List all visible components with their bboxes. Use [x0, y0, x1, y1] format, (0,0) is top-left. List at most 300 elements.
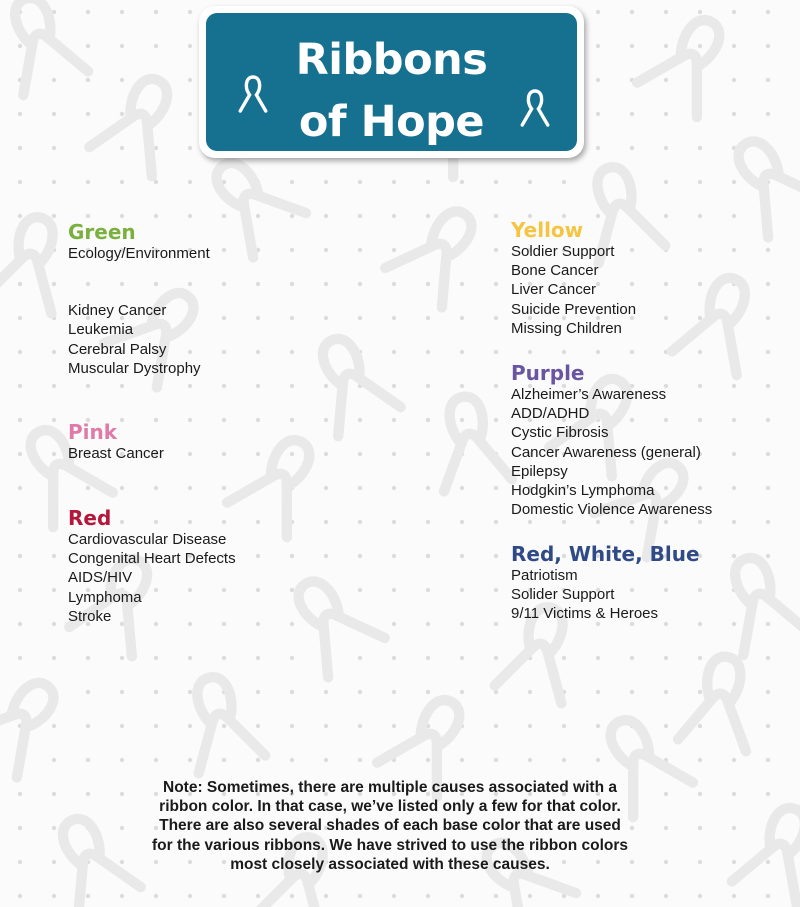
pattern-dot [460, 554, 464, 558]
pattern-dot [324, 690, 328, 694]
pattern-dot [52, 656, 56, 660]
pattern-dot [120, 146, 124, 150]
list-item: 9/11 Victims & Heroes [511, 605, 659, 623]
pattern-dot [460, 350, 464, 354]
pattern-dot [392, 214, 396, 218]
list-item: Ecology/Environment [68, 245, 210, 262]
pattern-dot [596, 10, 600, 14]
pattern-dot [426, 520, 430, 524]
pattern-dot [324, 758, 328, 762]
list-item: Cerebral Palsy [68, 340, 167, 358]
pattern-dot [358, 656, 362, 660]
pattern-dot [52, 146, 56, 150]
pattern-dot [494, 520, 498, 524]
list-item: Missing Children [511, 319, 622, 337]
pattern-dot [766, 78, 770, 82]
pattern-dot [86, 894, 90, 898]
pattern-dot [494, 554, 498, 558]
pattern-dot [732, 758, 736, 762]
pattern-dot [358, 486, 362, 490]
pattern-dot [698, 180, 702, 184]
pattern-dot [698, 146, 702, 150]
pattern-dot [494, 622, 498, 626]
pattern-dot [52, 384, 56, 388]
pattern-dot [154, 724, 158, 728]
pattern-dot [426, 452, 430, 456]
pattern-dot [120, 486, 124, 490]
pattern-dot [256, 690, 260, 694]
pattern-dot [86, 690, 90, 694]
heading-pink: Pink [68, 420, 118, 444]
pattern-dot [52, 418, 56, 422]
pattern-dot [392, 724, 396, 728]
pattern-dot [664, 44, 668, 48]
pattern-dot [52, 214, 56, 218]
pattern-dot [52, 78, 56, 82]
pattern-dot [494, 282, 498, 286]
pattern-dot [426, 282, 430, 286]
pattern-dot [358, 180, 362, 184]
pattern-dot [154, 690, 158, 694]
pattern-dot [86, 758, 90, 762]
pattern-dot [290, 384, 294, 388]
pattern-dot [52, 180, 56, 184]
pattern-dot [18, 146, 22, 150]
pattern-dot [528, 894, 532, 898]
pattern-dot [358, 214, 362, 218]
pattern-dot [18, 792, 22, 796]
pattern-dot [664, 112, 668, 116]
pattern-dot [460, 894, 464, 898]
pattern-dot [222, 384, 226, 388]
pattern-dot [426, 418, 430, 422]
footnote-line: There are also several shades of each base color that are used [159, 817, 621, 835]
pattern-dot [324, 214, 328, 218]
pattern-dot [52, 112, 56, 116]
pattern-dot [528, 690, 532, 694]
pattern-dot [664, 656, 668, 660]
pattern-dot [766, 690, 770, 694]
pattern-dot [52, 758, 56, 762]
pattern-dot [766, 758, 770, 762]
list-item: Muscular Dystrophy [68, 359, 201, 377]
pattern-dot [154, 10, 158, 14]
pattern-dot [188, 180, 192, 184]
heading-green: Green [68, 220, 136, 244]
pattern-dot [18, 214, 22, 218]
pattern-dot [392, 384, 396, 388]
heading-red: Red [68, 506, 112, 530]
title-sign [199, 6, 584, 158]
pattern-dot [324, 894, 328, 898]
pattern-dot [358, 724, 362, 728]
pattern-dot [18, 486, 22, 490]
pattern-dot [426, 554, 430, 558]
pattern-dot [732, 520, 736, 524]
pattern-dot [630, 10, 634, 14]
pattern-dot [52, 860, 56, 864]
pattern-dot [698, 10, 702, 14]
list-item: Cystic Fibrosis [511, 424, 609, 442]
pattern-dot [222, 486, 226, 490]
list-item: Stroke [68, 607, 112, 625]
pattern-dot [392, 690, 396, 694]
pattern-dot [426, 894, 430, 898]
pattern-dot [698, 656, 702, 660]
pattern-dot [290, 758, 294, 762]
pattern-dot [562, 758, 566, 762]
list-item: Soldier Support [511, 243, 615, 260]
footnote-line: ribbon color. In that case, we’ve listed only a few for that color. [159, 798, 621, 816]
pattern-dot [18, 520, 22, 524]
pattern-dot [732, 792, 736, 796]
pattern-dot [732, 860, 736, 864]
pattern-dot [120, 44, 124, 48]
pattern-dot [324, 486, 328, 490]
pattern-dot [562, 180, 566, 184]
pattern-ribbon [385, 194, 493, 307]
pattern-dot [766, 10, 770, 14]
pattern-dot [392, 894, 396, 898]
pattern-dot [426, 758, 430, 762]
pattern-dot [698, 860, 702, 864]
pattern-dot [324, 384, 328, 388]
pattern-dot [188, 656, 192, 660]
pattern-dot [426, 656, 430, 660]
pattern-dot [120, 894, 124, 898]
pattern-dot [256, 724, 260, 728]
pattern-dot [732, 44, 736, 48]
spacer [68, 263, 398, 282]
pattern-dot [528, 758, 532, 762]
list-item: ADD/ADHD [511, 405, 590, 423]
pattern-dot [120, 656, 124, 660]
pattern-dot [596, 520, 600, 524]
pattern-dot [256, 758, 260, 762]
pattern-dot [562, 520, 566, 524]
pattern-dot [120, 112, 124, 116]
section-purple [511, 361, 796, 519]
pattern-dot [426, 486, 430, 490]
pattern-dot [596, 690, 600, 694]
pattern-dot [766, 112, 770, 116]
pattern-dot [460, 180, 464, 184]
pattern-dot [494, 418, 498, 422]
pattern-dot [596, 78, 600, 82]
pattern-dot [222, 724, 226, 728]
pattern-dot [426, 690, 430, 694]
pattern-dot [562, 724, 566, 728]
pattern-ribbon [0, 0, 88, 95]
pattern-dot [188, 758, 192, 762]
pattern-ribbon [89, 66, 189, 176]
pattern-dot [460, 758, 464, 762]
list-item: Lymphoma [68, 588, 142, 606]
pattern-dot [460, 588, 464, 592]
pattern-dot [596, 112, 600, 116]
pattern-dot [154, 44, 158, 48]
pattern-dot [562, 656, 566, 660]
pattern-dot [18, 418, 22, 422]
pattern-dot [86, 656, 90, 660]
pattern-dot [154, 894, 158, 898]
list-item: AIDS/HIV [68, 569, 133, 587]
pattern-dot [732, 10, 736, 14]
list-item: Congenital Heart Defects [68, 550, 236, 568]
pattern-dot [86, 10, 90, 14]
pattern-dot [52, 554, 56, 558]
pattern-ribbon [732, 797, 800, 905]
pattern-dot [426, 214, 430, 218]
pattern-dot [630, 656, 634, 660]
list-item: Leukemia [68, 321, 134, 339]
pattern-dot [52, 724, 56, 728]
heading-yellow: Yellow [511, 218, 584, 242]
footnote-line: Note: Sometimes, there are multiple causes associated with a [163, 779, 617, 796]
pattern-dot [18, 656, 22, 660]
pattern-ribbon [175, 669, 265, 774]
pattern-dot [290, 656, 294, 660]
pattern-dot [188, 690, 192, 694]
pattern-dot [426, 588, 430, 592]
pattern-dot [290, 894, 294, 898]
pattern-dot [766, 350, 770, 354]
pattern-dot [18, 316, 22, 320]
pattern-dot [460, 486, 464, 490]
pattern-dot [358, 758, 362, 762]
pattern-dot [18, 180, 22, 184]
pattern-dot [222, 214, 226, 218]
pattern-dot [52, 622, 56, 626]
pattern-dot [86, 44, 90, 48]
pattern-dot [494, 248, 498, 252]
pattern-dot [698, 826, 702, 830]
pattern-dot [596, 758, 600, 762]
pattern-dot [596, 894, 600, 898]
pattern-dot [460, 520, 464, 524]
heading-red-white-blue: Red, White, Blue [511, 542, 700, 566]
pattern-dot [766, 860, 770, 864]
list-item: Solider Support [511, 586, 615, 604]
pattern-dot [426, 316, 430, 320]
pattern-dot [630, 520, 634, 524]
pattern-dot [460, 622, 464, 626]
pattern-dot [290, 214, 294, 218]
list-item: Epilepsy [511, 462, 568, 480]
pattern-dot [358, 690, 362, 694]
list-item: Alzheimer’s Awareness [511, 386, 667, 403]
pattern-dot [52, 282, 56, 286]
pattern-dot [494, 894, 498, 898]
title-sign-panel [206, 13, 577, 151]
pattern-dot [120, 724, 124, 728]
pattern-dot [630, 146, 634, 150]
pattern-dot [324, 724, 328, 728]
pattern-dot [494, 350, 498, 354]
sign-title-line2: of Hope [298, 97, 485, 147]
pattern-dot [86, 112, 90, 116]
pattern-dot [596, 146, 600, 150]
pattern-dot [18, 282, 22, 286]
pattern-dot [630, 894, 634, 898]
pattern-dot [188, 724, 192, 728]
pattern-dot [698, 520, 702, 524]
pattern-dot [460, 656, 464, 660]
pattern-dot [86, 724, 90, 728]
list-item: Cancer Awareness (general) [511, 443, 701, 461]
pattern-dot [596, 44, 600, 48]
pattern-dot [86, 486, 90, 490]
pattern-dot [120, 758, 124, 762]
pattern-dot [392, 180, 396, 184]
pattern-dot [188, 44, 192, 48]
pattern-dot [630, 44, 634, 48]
pattern-dot [766, 656, 770, 660]
pattern-dot [222, 894, 226, 898]
list-item: Bone Cancer [511, 262, 599, 280]
section-green [68, 220, 398, 378]
pattern-dot [120, 690, 124, 694]
pattern-dot [120, 10, 124, 14]
pattern-dot [596, 656, 600, 660]
pattern-dot [494, 384, 498, 388]
spacer [68, 282, 398, 301]
pattern-dot [120, 214, 124, 218]
pattern-dot [494, 180, 498, 184]
pattern-dot [222, 656, 226, 660]
list-item: Liver Cancer [511, 281, 597, 299]
footnote-line: for the various ribbons. We have strived to use the ribbon colors [152, 836, 628, 854]
pattern-dot [18, 350, 22, 354]
pattern-dot [86, 214, 90, 218]
sign-title-line1: Ribbons [295, 35, 488, 85]
pattern-dot [18, 860, 22, 864]
pattern-dot [52, 826, 56, 830]
pattern-dot [256, 894, 260, 898]
pattern-dot [528, 180, 532, 184]
pattern-dot [664, 78, 668, 82]
pattern-dot [732, 826, 736, 830]
pattern-dot [256, 384, 260, 388]
pattern-dot [460, 690, 464, 694]
list-item: Cardiovascular Disease [68, 531, 227, 548]
pattern-dot [766, 520, 770, 524]
pattern-dot [494, 758, 498, 762]
pattern-dot [630, 690, 634, 694]
pattern-dot [562, 350, 566, 354]
pattern-dot [120, 180, 124, 184]
pattern-dot [290, 690, 294, 694]
pattern-dot [494, 214, 498, 218]
list-item: Breast Cancer [68, 445, 164, 462]
pattern-dot [188, 112, 192, 116]
pattern-dot [256, 656, 260, 660]
pattern-dot [766, 44, 770, 48]
pattern-dot [18, 894, 22, 898]
pattern-dot [18, 452, 22, 456]
pattern-dot [188, 894, 192, 898]
pattern-dot [324, 180, 328, 184]
pattern-dot [392, 656, 396, 660]
pattern-dot [52, 792, 56, 796]
heading-purple: Purple [511, 361, 585, 385]
pattern-dot [52, 588, 56, 592]
pattern-dot [494, 486, 498, 490]
pattern-dot [698, 724, 702, 728]
pattern-dot [18, 384, 22, 388]
pattern-dot [86, 792, 90, 796]
pattern-dot [732, 112, 736, 116]
pattern-dot [290, 180, 294, 184]
pattern-dot [460, 316, 464, 320]
pattern-dot [630, 350, 634, 354]
pattern-ribbon [428, 391, 512, 491]
pattern-dot [664, 894, 668, 898]
pattern-dot [494, 724, 498, 728]
pattern-dot [154, 486, 158, 490]
pattern-dot [18, 44, 22, 48]
pattern-dot [188, 486, 192, 490]
pattern-dot [494, 588, 498, 592]
footnote [100, 778, 680, 874]
pattern-dot [188, 146, 192, 150]
section-yellow [511, 218, 796, 338]
pattern-dot [460, 384, 464, 388]
pattern-dot [494, 316, 498, 320]
pattern-dot [18, 588, 22, 592]
pattern-dot [698, 758, 702, 762]
pattern-dot [86, 180, 90, 184]
pattern-dot [698, 350, 702, 354]
pattern-dot [18, 622, 22, 626]
pattern-dot [664, 520, 668, 524]
list-item: Patriotism [511, 567, 578, 584]
list-item: Domestic Violence Awareness [511, 501, 713, 519]
pattern-dot [120, 384, 124, 388]
pattern-dot [528, 724, 532, 728]
section-pink [68, 420, 398, 463]
list-item: Suicide Prevention [511, 300, 637, 318]
footnote-line: most closely associated with these causes. [230, 855, 550, 873]
pattern-ribbon [0, 209, 75, 314]
pattern-dot [86, 78, 90, 82]
pattern-dot [528, 350, 532, 354]
pattern-dot [290, 724, 294, 728]
pattern-dot [392, 486, 396, 490]
pattern-dot [766, 894, 770, 898]
pattern-dot [188, 214, 192, 218]
pattern-dot [698, 894, 702, 898]
pattern-dot [766, 792, 770, 796]
pattern-dot [188, 384, 192, 388]
pattern-dot [494, 656, 498, 660]
pattern-ribbon [0, 664, 75, 777]
pattern-dot [86, 384, 90, 388]
list-item: Hodgkin’s Lymphoma [511, 482, 655, 500]
pattern-dot [732, 894, 736, 898]
pattern-dot [664, 180, 668, 184]
pattern-ribbon [678, 651, 762, 751]
pattern-dot [52, 350, 56, 354]
pattern-dot [256, 214, 260, 218]
pattern-dot [630, 112, 634, 116]
pattern-dot [596, 724, 600, 728]
pattern-dot [52, 894, 56, 898]
list-item: Kidney Cancer [68, 302, 167, 320]
section-red [68, 506, 398, 626]
pattern-dot [426, 384, 430, 388]
pattern-dot [698, 44, 702, 48]
